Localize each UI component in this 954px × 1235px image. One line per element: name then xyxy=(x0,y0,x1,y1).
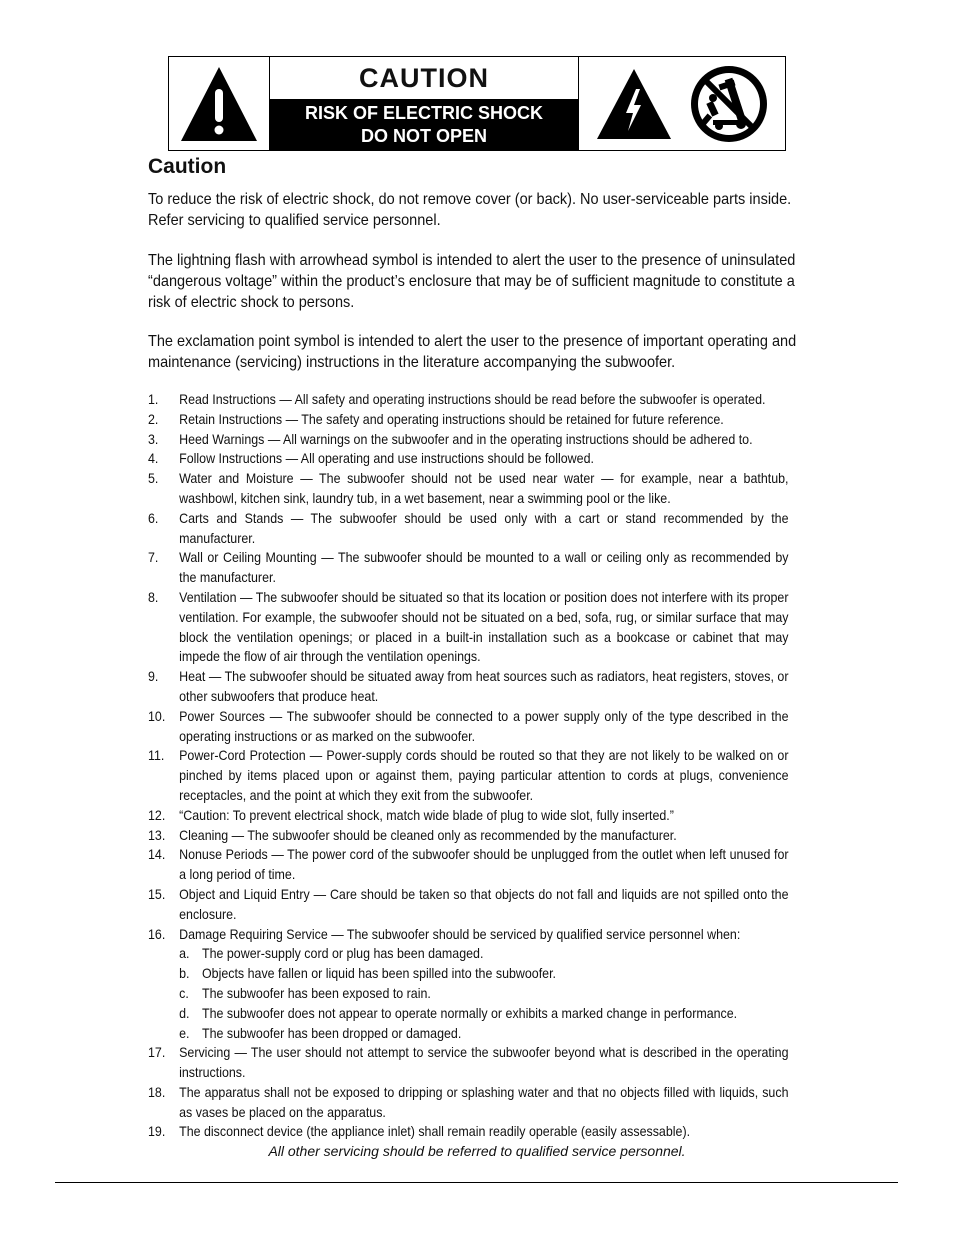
list-item xyxy=(148,1083,789,1123)
item-number: 3. xyxy=(148,431,159,447)
item-number: 2. xyxy=(148,411,159,427)
item-number: b. xyxy=(179,966,190,982)
item-text: Heed Warnings — All warnings on the subwoofer and in the operating instructions should be adhered to. xyxy=(179,431,753,447)
list-item xyxy=(148,588,789,667)
item-number: 11. xyxy=(148,748,165,764)
footer-rule xyxy=(55,1182,898,1183)
item-text: Wall or Ceiling Mounting — The subwoofer should be mounted to a wall or ceiling only as recommended by the manufacturer. xyxy=(179,550,789,586)
item-text: The subwoofer does not appear to operate normally or exhibits a marked change in performance. xyxy=(201,1005,738,1021)
list-item xyxy=(148,430,789,450)
item-number: 19. xyxy=(148,1124,166,1140)
item-text: Water and Moisture — The subwoofer should not be used near water — for example, near a bathtub, washbowl, kitchen sink, laundry tub, in a wet basement, near a swimming pool or the like. xyxy=(179,471,789,506)
safety-instructions-list xyxy=(148,390,789,1142)
list-item xyxy=(148,1122,789,1142)
item-number: c. xyxy=(179,985,189,1001)
list-item xyxy=(148,390,789,410)
exclamation-warning-cell xyxy=(169,57,270,150)
caution-heading: Caution xyxy=(148,155,227,178)
caution-text-cell xyxy=(270,57,579,150)
item-number: 13. xyxy=(148,827,166,843)
item-text: Damage Requiring Service — The subwoofer should be serviced by qualified service personnel when: xyxy=(179,926,741,942)
servicing-note: All other servicing should be referred to qualified service personnel. xyxy=(268,1143,686,1159)
item-text: The subwoofer has been dropped or damaged. xyxy=(201,1025,462,1041)
list-item xyxy=(148,410,789,430)
item-text: Servicing — The user should not attempt to service the subwoofer beyond what is described in the operating instructions. xyxy=(179,1045,789,1081)
paragraph-lightning-symbol: The lightning flash with arrowhead symbol is intended to alert the user to the presence of uninsulated “dangerous voltage” within the product’s enclosure that may be of sufficient magnitude to constitute a risk of electric shock to persons. xyxy=(148,252,796,311)
item-text: Nonuse Periods — The power cord of the subwoofer should be unplugged from the outlet when left unused for a long period of time. xyxy=(179,847,789,883)
item-text: Heat — The subwoofer should be situated away from heat sources such as radiators, heat registers, stoves, or other subwoofers that produce heat. xyxy=(179,669,789,704)
list-item xyxy=(148,845,789,885)
item-number: 6. xyxy=(148,510,159,526)
exclamation-triangle-icon xyxy=(179,65,259,143)
item-number: e. xyxy=(179,1025,190,1041)
sub-list-item xyxy=(148,964,789,984)
item-number: d. xyxy=(179,1005,190,1021)
caution-title: CAUTION xyxy=(359,62,489,93)
item-number: 4. xyxy=(148,451,159,467)
risk-box xyxy=(270,99,578,150)
list-item xyxy=(148,469,789,509)
item-text: Ventilation — The subwoofer should be situated so that its location or position does not interfere with its proper ventilation. For example, the subwoofer should not be situated on a bed, sofa, rug, or similar surface that may block the ventilation openings; or placed in a built-in installation such as a bookcase or cabinet that may impede the flow of air through the ventilation openings. xyxy=(179,589,789,665)
list-item xyxy=(148,746,789,805)
item-text: Power Sources — The subwoofer should be connected to a power supply only of the type described in the operating instructions or as marked on the subwoofer. xyxy=(179,708,789,744)
list-item xyxy=(148,548,789,588)
item-text: Object and Liquid Entry — Care should be taken so that objects do not fall and liquids are not spilled onto the enclosure. xyxy=(179,886,789,922)
list-item xyxy=(148,925,789,945)
item-number: 16. xyxy=(148,926,166,942)
item-number: 17. xyxy=(148,1045,166,1061)
item-text: “Caution: To prevent electrical shock, match wide blade of plug to wide slot, fully inserted.” xyxy=(179,807,674,823)
item-number: a. xyxy=(179,946,190,962)
item-text: Objects have fallen or liquid has been spilled into the subwoofer. xyxy=(201,966,557,982)
list-item xyxy=(148,509,789,549)
sub-list-item xyxy=(148,984,789,1004)
list-item xyxy=(148,1043,789,1083)
item-number: 12. xyxy=(148,807,166,823)
item-number: 1. xyxy=(148,392,159,407)
item-text: Cleaning — The subwoofer should be cleaned only as recommended by the manufacturer. xyxy=(179,827,677,843)
list-item xyxy=(148,885,789,925)
list-item xyxy=(148,667,789,707)
caution-banner xyxy=(168,56,786,151)
item-text: Retain Instructions — The safety and operating instructions should be retained for future reference. xyxy=(179,411,724,427)
item-number: 14. xyxy=(148,847,166,863)
symbols-cell xyxy=(579,57,785,150)
item-number: 8. xyxy=(148,589,159,605)
item-number: 7. xyxy=(148,550,159,566)
paragraph-cover-warning: To reduce the risk of electric shock, do not remove cover (or back). No user-serviceable parts inside. Refer servicing to qualified service personnel. xyxy=(148,191,792,229)
risk-line-2: DO NOT OPEN xyxy=(360,125,487,146)
list-item xyxy=(148,449,789,469)
sub-list-item xyxy=(148,1004,789,1024)
item-text: The subwoofer has been exposed to rain. xyxy=(201,985,431,1001)
item-text: Carts and Stands — The subwoofer should be used only with a cart or stand recommended by the manufacturer. xyxy=(179,510,789,546)
sub-list-item xyxy=(148,1024,789,1044)
item-number: 15. xyxy=(148,886,166,902)
list-item xyxy=(148,707,789,747)
item-text: Power-Cord Protection — Power-supply cords should be routed so that they are not likely to be walked on or pinched by items placed upon or against them, paying particular attention to cords at plugs, convenience receptacles, and the point at which they exit from the subwoofer. xyxy=(179,748,789,803)
item-text: The apparatus shall not be exposed to dripping or splashing water and that no objects filled with liquids, such as vases be placed on the apparatus. xyxy=(179,1084,789,1120)
list-item xyxy=(148,826,789,846)
lightning-triangle-icon xyxy=(595,67,673,141)
item-number: 18. xyxy=(148,1084,166,1100)
item-text: Read Instructions — All safety and operating instructions should be read before the subwoofer is operated. xyxy=(179,392,766,407)
item-number: 9. xyxy=(148,669,159,685)
item-number: 5. xyxy=(148,471,159,487)
list-item xyxy=(148,806,789,826)
item-text: The power-supply cord or plug has been damaged. xyxy=(201,946,484,962)
cart-tip-over-icon xyxy=(689,64,769,144)
item-number: 10. xyxy=(148,708,166,724)
sub-list-item xyxy=(148,944,789,964)
item-text: The disconnect device (the appliance inlet) shall remain readily operable (easily assessable). xyxy=(179,1124,691,1140)
paragraph-exclamation-symbol: The exclamation point symbol is intended to alert the user to the presence of important operating and maintenance (servicing) instructions in the literature accompanying the subwoofer. xyxy=(148,333,797,371)
item-text: Follow Instructions — All operating and use instructions should be followed. xyxy=(179,451,594,467)
risk-line-1: RISK OF ELECTRIC SHOCK xyxy=(304,102,543,123)
